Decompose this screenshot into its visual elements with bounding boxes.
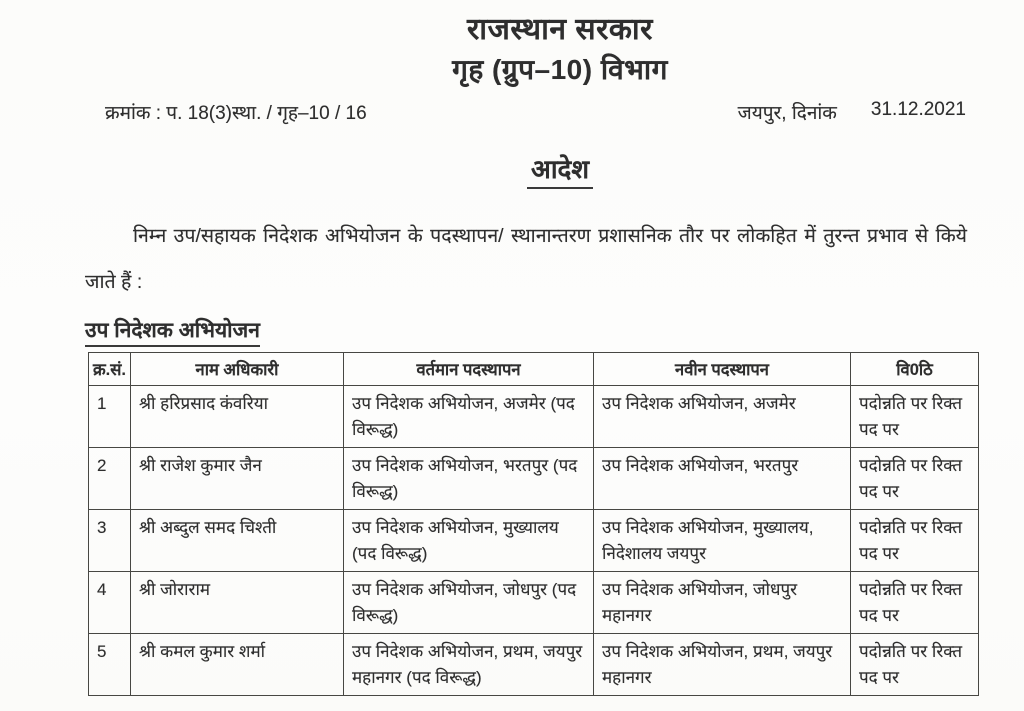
cell-new-posting: उप निदेशक अभियोजन, मुख्यालय, निदेशालय जयपुर xyxy=(594,510,851,572)
cell-current-posting: उप निदेशक अभियोजन, भरतपुर (पद विरूद्ध) xyxy=(344,448,594,510)
body-paragraph: निम्न उप/सहायक निदेशक अभियोजन के पदस्थापन/ स्थानान्तरण प्रशासनिक तौर पर लोकहित में तुरन्त प्रभाव से किये जाते हैं : xyxy=(85,225,967,293)
cell-officer-name: श्री हरिप्रसाद कंवरिया xyxy=(131,386,344,448)
cell-officer-name: श्री कमल कुमार शर्मा xyxy=(131,634,344,696)
cell-officer-name: श्री राजेश कुमार जैन xyxy=(131,448,344,510)
reference-row xyxy=(105,99,966,125)
table-row xyxy=(89,448,979,510)
cell-new-posting: उप निदेशक अभियोजन, प्रथम, जयपुर महानगर xyxy=(594,634,851,696)
ref-number: क्रमांक : प. 18(3)स्था. / गृह–10 / 16 xyxy=(105,103,367,124)
order-heading-wrap xyxy=(96,150,1024,189)
col-new-posting: नवीन पदस्थापन xyxy=(594,353,851,386)
cell-serial: 4 xyxy=(89,572,131,634)
col-officer-name: नाम अधिकारी xyxy=(131,353,344,386)
cell-new-posting: उप निदेशक अभियोजन, भरतपुर xyxy=(594,448,851,510)
cell-new-posting: उप निदेशक अभियोजन, अजमेर xyxy=(594,386,851,448)
cell-officer-name: श्री जोराराम xyxy=(131,572,344,634)
postings-table xyxy=(88,352,979,696)
cell-remark: पदोन्नति पर रिक्त पद पर xyxy=(851,448,979,510)
document-header xyxy=(96,10,1024,88)
cell-remark: पदोन्नति पर रिक्त पद पर xyxy=(851,386,979,448)
table-header-row xyxy=(89,353,979,386)
place-label: जयपुर, दिनांक xyxy=(737,103,837,124)
section-heading: उप निदेशक अभियोजन xyxy=(85,316,260,347)
col-serial: क्र.सं. xyxy=(89,353,131,386)
cell-remark: पदोन्नति पर रिक्त पद पर xyxy=(851,510,979,572)
cell-serial: 3 xyxy=(89,510,131,572)
cell-current-posting: उप निदेशक अभियोजन, जोधपुर (पद विरूद्ध) xyxy=(344,572,594,634)
table-row xyxy=(89,634,979,696)
col-remark: वि0ठि xyxy=(851,353,979,386)
cell-serial: 1 xyxy=(89,386,131,448)
cell-remark: पदोन्नति पर रिक्त पद पर xyxy=(851,572,979,634)
table-row xyxy=(89,510,979,572)
cell-remark: पदोन्नति पर रिक्त पद पर xyxy=(851,634,979,696)
cell-officer-name: श्री अब्दुल समद चिश्ती xyxy=(131,510,344,572)
department-title: गृह (ग्रुप–10) विभाग xyxy=(452,53,668,85)
place-date xyxy=(738,99,966,125)
order-date: 31.12.2021 xyxy=(870,99,966,120)
cell-current-posting: उप निदेशक अभियोजन, मुख्यालय (पद विरूद्ध) xyxy=(344,510,594,572)
cell-serial: 5 xyxy=(89,634,131,696)
cell-current-posting: उप निदेशक अभियोजन, प्रथम, जयपुर महानगर (पद विरूद्ध) xyxy=(344,634,594,696)
table-row xyxy=(89,572,979,634)
col-current-posting: वर्तमान पदस्थापन xyxy=(344,353,594,386)
government-title: राजस्थान सरकार xyxy=(467,13,653,46)
cell-new-posting: उप निदेशक अभियोजन, जोधपुर महानगर xyxy=(594,572,851,634)
cell-serial: 2 xyxy=(89,448,131,510)
order-heading: आदेश xyxy=(527,150,593,189)
table-row xyxy=(89,386,979,448)
cell-current-posting: उप निदेशक अभियोजन, अजमेर (पद विरूद्ध) xyxy=(344,386,594,448)
